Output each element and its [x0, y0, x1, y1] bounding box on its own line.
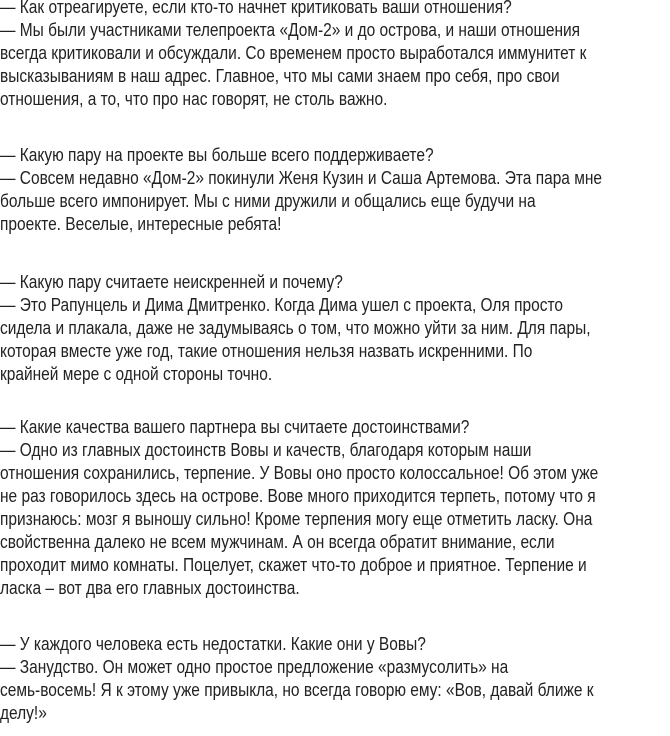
text-line: — Это Рапунцель и Дима Дмитренко. Когда Дима ушел с проекта, Оля просто — [0, 295, 564, 315]
text-line: — Мы были участниками телепроекта «Дом-2» и до острова, и наши отношения — [0, 20, 581, 40]
paragraph-5 — [0, 633, 670, 725]
text-line: отношения, а то, что про нас говорят, не столь важно. — [0, 89, 388, 109]
text-line: сидела и плакала, даже не задумываясь о том, что можно уйти за ним. Для пары, — [0, 318, 591, 338]
paragraph-1 — [0, 0, 670, 111]
text-line: которая вместе уже год, такие отношения нельзя назвать искренними. По — [0, 341, 533, 361]
text-line: — Занудство. Он может одно простое предложение «размусолить» на — [0, 657, 509, 677]
text-line: — Какую пару считаете неискренней и почему? — [0, 272, 343, 292]
paragraph-3 — [0, 271, 670, 386]
text-line: — Какую пару на проекте вы больше всего поддерживаете? — [0, 145, 434, 165]
paragraph-2 — [0, 144, 670, 236]
text-line: признаюсь: мозг я выношу сильно! Кроме терпения могу еще отметить ласку. Она — [0, 509, 593, 529]
text-line: делу!» — [0, 703, 47, 723]
text-line: высказываниям в наш адрес. Главное, что мы сами знаем про себя, про свои — [0, 66, 560, 86]
text-line: проходит мимо комнаты. Поцелует, скажет что-то доброе и приятное. Терпение и — [0, 555, 587, 575]
text-line: отношения сохранились, терпение. У Вовы оно просто колоссальное! Об этом уже — [0, 463, 599, 483]
text-line: всегда критиковали и обсуждали. Со временем просто выработался иммунитет к — [0, 43, 587, 63]
text-line: проекте. Веселые, интересные ребята! — [0, 214, 282, 234]
text-line: семь-восемь! Я к этому уже привыкла, но всегда говорю ему: «Вов, давай ближе к — [0, 680, 594, 700]
text-line: не раз говорилось здесь на острове. Вове много приходится терпеть, потому что я — [0, 486, 596, 506]
text-line: — Как отреагируете, если кто-то начнет критиковать ваши отношения? — [0, 0, 512, 17]
text-line: — Совсем недавно «Дом-2» покинули Женя Кузин и Саша Артемова. Эта пара мне — [0, 168, 603, 188]
text-line: крайней мере с одной стороны точно. — [0, 364, 273, 384]
text-line: свойственна далеко не всем мужчинам. А он всегда обратит внимание, если — [0, 532, 555, 552]
text-line: — Какие качества вашего партнера вы считаете достоинствами? — [0, 417, 470, 437]
paragraph-4 — [0, 416, 670, 600]
text-line: больше всего импонирует. Мы с ними дружили и общались еще будучи на — [0, 191, 536, 211]
text-line: — У каждого человека есть недостатки. Какие они у Вовы? — [0, 634, 426, 654]
text-line: ласка – вот два его главных достоинства. — [0, 578, 300, 598]
text-line: — Одно из главных достоинств Вовы и качеств, благодаря которым наши — [0, 440, 532, 460]
